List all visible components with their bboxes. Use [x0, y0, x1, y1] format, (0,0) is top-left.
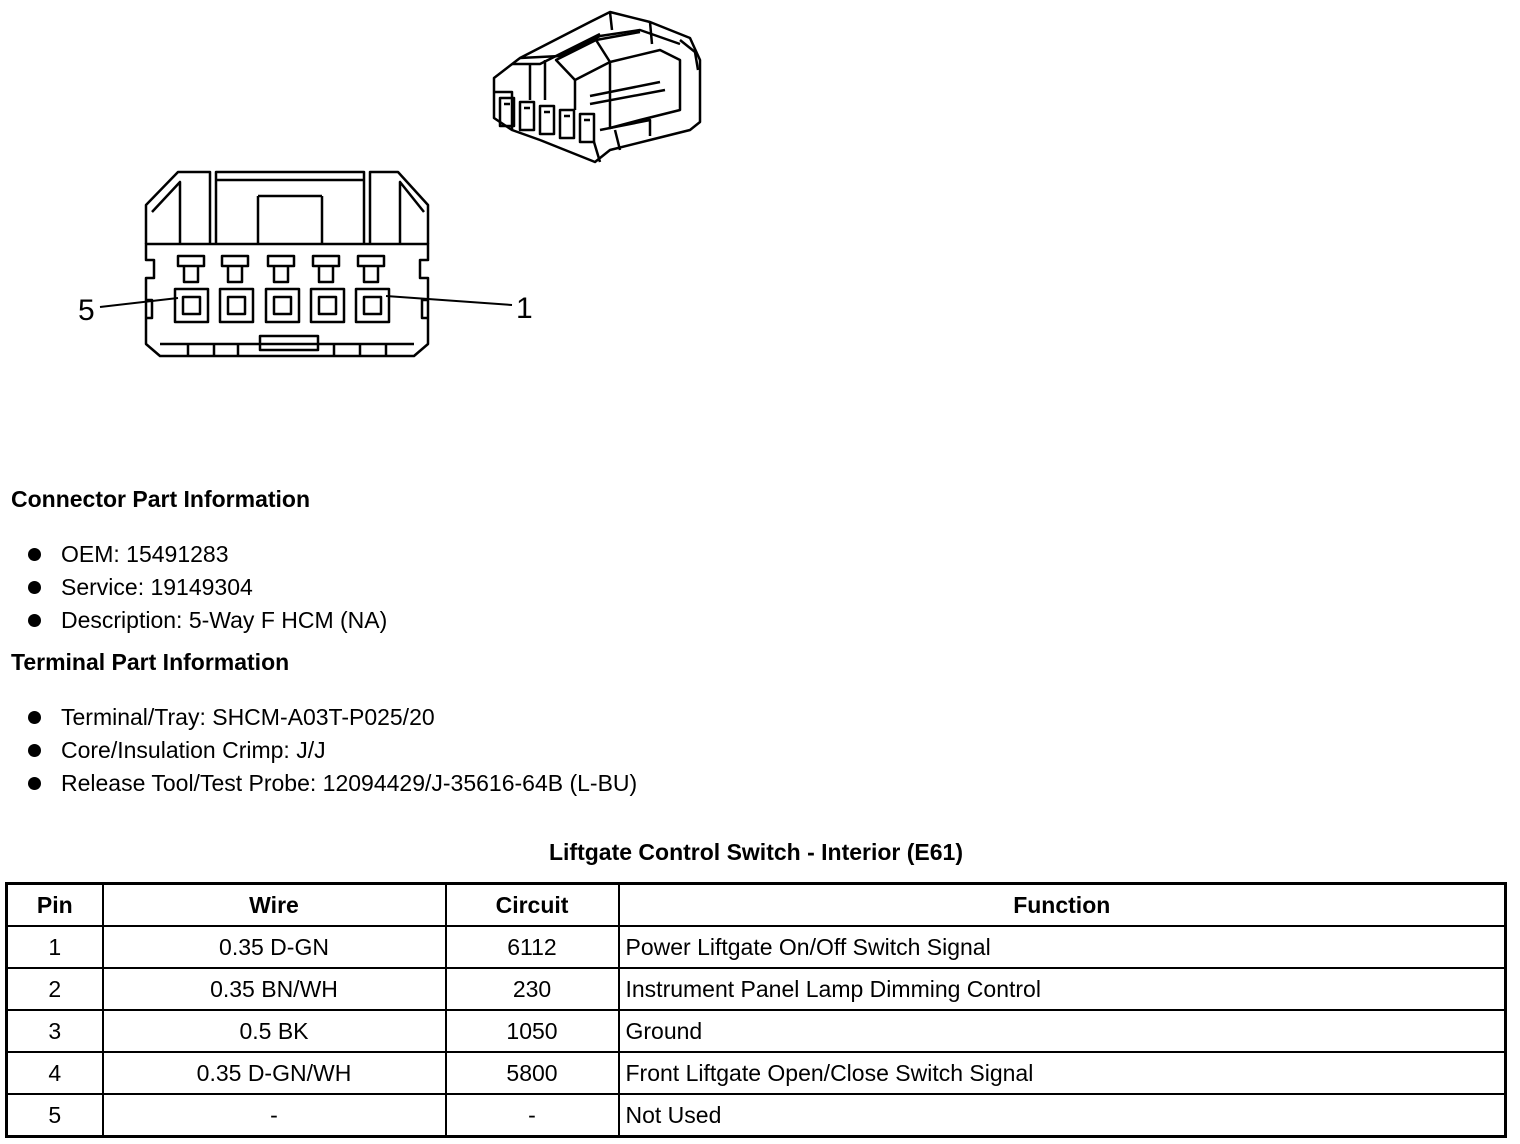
pin-cell: 1	[7, 926, 103, 968]
circuit-cell: 1050	[446, 1010, 619, 1052]
list-item-text: Description: 5-Way F HCM (NA)	[61, 607, 388, 633]
wire-cell: 0.5 BK	[103, 1010, 446, 1052]
wire-cell: 0.35 D-GN	[103, 926, 446, 968]
circuit-cell: -	[446, 1094, 619, 1137]
connector-3d-view	[494, 12, 700, 162]
table-row	[7, 1010, 1506, 1052]
table-row	[7, 1094, 1506, 1137]
pin-cell: 5	[7, 1094, 103, 1137]
list-item-text: Service: 19149304	[61, 574, 253, 600]
list-item	[28, 538, 387, 571]
bullet-icon	[28, 777, 41, 790]
pin-cell: 2	[7, 968, 103, 1010]
column-header-function: Function	[619, 884, 1506, 927]
terminal-info-list	[28, 701, 637, 800]
table-header-row	[7, 884, 1506, 927]
connector-diagram	[0, 0, 1520, 440]
list-item	[28, 767, 637, 800]
list-item-text: OEM: 15491283	[61, 541, 229, 567]
list-item	[28, 701, 637, 734]
bullet-icon	[28, 548, 41, 561]
table-row	[7, 968, 1506, 1010]
pin-5-label: 5	[78, 294, 95, 327]
bullet-icon	[28, 581, 41, 594]
wire-cell: -	[103, 1094, 446, 1137]
list-item	[28, 604, 387, 637]
bullet-icon	[28, 744, 41, 757]
function-cell: Not Used	[619, 1094, 1506, 1137]
bullet-icon	[28, 614, 41, 627]
circuit-cell: 230	[446, 968, 619, 1010]
bullet-icon	[28, 711, 41, 724]
wire-cell: 0.35 BN/WH	[103, 968, 446, 1010]
circuit-cell: 6112	[446, 926, 619, 968]
connector-info-list	[28, 538, 387, 637]
pin-1-label: 1	[516, 292, 533, 325]
column-header-circuit: Circuit	[446, 884, 619, 927]
list-item	[28, 734, 637, 767]
list-item-text: Release Tool/Test Probe: 12094429/J-35616-64B (L-BU)	[61, 770, 638, 796]
pin-cell: 3	[7, 1010, 103, 1052]
list-item-text: Core/Insulation Crimp: J/J	[61, 737, 326, 763]
pin-cell: 4	[7, 1052, 103, 1094]
function-cell: Ground	[619, 1010, 1506, 1052]
list-item-text: Terminal/Tray: SHCM-A03T-P025/20	[61, 704, 435, 730]
function-cell: Front Liftgate Open/Close Switch Signal	[619, 1052, 1506, 1094]
list-item	[28, 571, 387, 604]
pinout-table	[5, 882, 1507, 1138]
terminal-info-heading: Terminal Part Information	[11, 649, 290, 675]
column-header-pin: Pin	[7, 884, 103, 927]
wire-cell: 0.35 D-GN/WH	[103, 1052, 446, 1094]
function-cell: Instrument Panel Lamp Dimming Control	[619, 968, 1506, 1010]
table-row	[7, 926, 1506, 968]
table-row	[7, 1052, 1506, 1094]
function-cell: Power Liftgate On/Off Switch Signal	[619, 926, 1506, 968]
table-title: Liftgate Control Switch - Interior (E61)	[548, 839, 963, 865]
column-header-wire: Wire	[103, 884, 446, 927]
circuit-cell: 5800	[446, 1052, 619, 1094]
connector-face-view	[100, 172, 512, 356]
connector-info-heading: Connector Part Information	[11, 486, 311, 512]
